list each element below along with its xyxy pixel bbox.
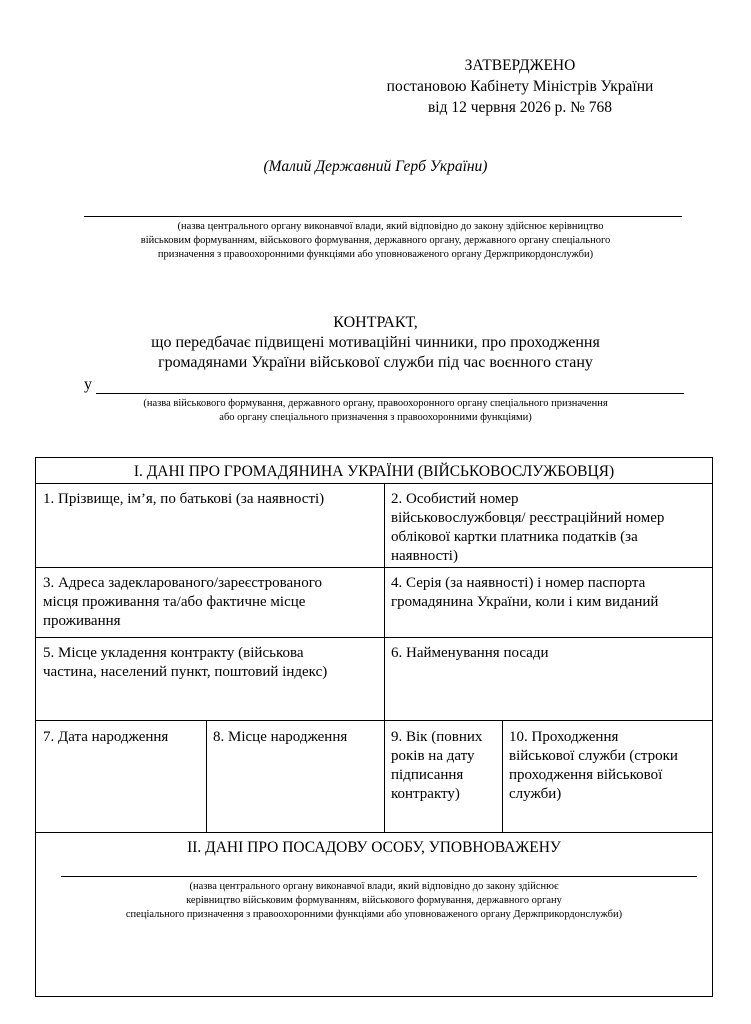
formation-blank-line (96, 393, 684, 394)
official-note-line: керівництво військовим формуванням, військового формування, державного органу (186, 895, 562, 906)
field-contract-place (43, 644, 327, 682)
table-divider (36, 567, 712, 568)
field-label: 9. Вік (повних (391, 729, 483, 745)
field-position (391, 644, 549, 663)
table-divider (36, 832, 712, 833)
official-note-line: спеціального призначення з правоохоронними функціями або уповноваженого органу Держприкордонслужби) (125, 909, 623, 920)
field-label: військовослужбовця/ реєстраційний номер (391, 510, 665, 526)
field-personal-number (391, 490, 664, 566)
field-label: проходження військової (509, 767, 663, 783)
section-2-title: ІІ. ДАНІ ПРО ПОСАДОВУ ОСОБУ, УПОВНОВАЖЕНУ (187, 839, 561, 856)
formation-note-line: (назва військового формування, державного органу, правоохоронного органу спеціального призначення (143, 398, 608, 409)
table-divider (36, 637, 712, 638)
authority-note-line: (назва центрального органу виконавчої влади, який відповідно до закону здійснює керівництво (177, 221, 604, 232)
table-column-divider (384, 483, 385, 832)
field-address (43, 574, 322, 631)
field-service-terms (509, 728, 678, 804)
field-birth-place (213, 728, 347, 747)
field-passport (391, 574, 658, 612)
field-label: наявності) (391, 548, 458, 564)
field-label: 1. Прізвище, ім’я, по батькові (за наявності) (43, 491, 325, 507)
field-label: 4. Серія (за наявності) і номер паспорта (391, 575, 646, 591)
formation-note (0, 397, 751, 425)
field-label: військової служби (строки (509, 748, 678, 764)
field-birth-date (43, 728, 168, 747)
field-label: служби) (509, 786, 562, 802)
field-label: років на дату (391, 748, 475, 764)
coat-of-arms-placeholder: (Малий Державний Герб України) (263, 158, 488, 175)
contract-title: КОНТРАКТ, (333, 314, 418, 331)
table-divider (36, 720, 712, 721)
contract-subtitle-line: громадянами України військової служби під час воєнного стану (158, 354, 593, 371)
field-label: 2. Особистий номер (391, 491, 519, 507)
table-divider (36, 483, 712, 484)
authority-note (0, 220, 751, 262)
formation-note-line: або органу спеціального призначення з правоохоронними функціями) (219, 412, 532, 423)
field-label: контракту) (391, 786, 460, 802)
official-note (36, 880, 712, 922)
authority-note-line: призначення з правоохоронними функціями або уповноваженого органу Держприкордонслужби) (157, 249, 594, 260)
field-label: 6. Найменування посади (391, 645, 549, 661)
field-label: облікової картки платника податків (за (391, 529, 638, 545)
authority-note-line: військовим формуванням, військового формування, державного органу, державного органу спеціального (140, 235, 611, 246)
field-label: громадянина України, коли і ким виданий (391, 594, 659, 610)
field-full-name (43, 490, 324, 509)
authority-blank-line (84, 216, 682, 217)
field-label: 3. Адреса задекларованого/зареєстрованого (43, 575, 322, 591)
field-label: проживання (43, 613, 121, 629)
approval-authority: постановою Кабінету Міністрів України (386, 78, 654, 95)
field-label: частина, населений пункт, поштовий індекс) (43, 664, 328, 680)
field-label: підписання (391, 767, 464, 783)
official-blank-line (61, 876, 697, 877)
contract-subtitle-line: що передбачає підвищені мотиваційні чинники, про проходження (151, 334, 600, 351)
field-age (391, 728, 482, 804)
approval-date: від 12 червня 2026 р. № 768 (427, 99, 613, 116)
contract-heading (0, 313, 751, 373)
section-1-title: І. ДАНІ ПРО ГРОМАДЯНИНА УКРАЇНИ (ВІЙСЬКОВОСЛУЖБОВЦЯ) (133, 463, 615, 480)
contract-u: у (84, 376, 92, 393)
citizen-data-table (35, 457, 713, 997)
approval-stamp (340, 55, 700, 118)
field-label: місця проживання та/або фактичне місце (43, 594, 306, 610)
table-column-divider (206, 720, 207, 832)
field-label: 7. Дата народження (43, 729, 169, 745)
approval-title: ЗАТВЕРДЖЕНО (464, 57, 576, 74)
table-column-divider (502, 720, 503, 832)
field-label: 5. Місце укладення контракту (військова (43, 645, 304, 661)
field-label: 10. Проходження (509, 729, 619, 745)
field-label: 8. Місце народження (213, 729, 348, 745)
official-note-line: (назва центрального органу виконавчої влади, який відповідно до закону здійснює (189, 881, 559, 892)
